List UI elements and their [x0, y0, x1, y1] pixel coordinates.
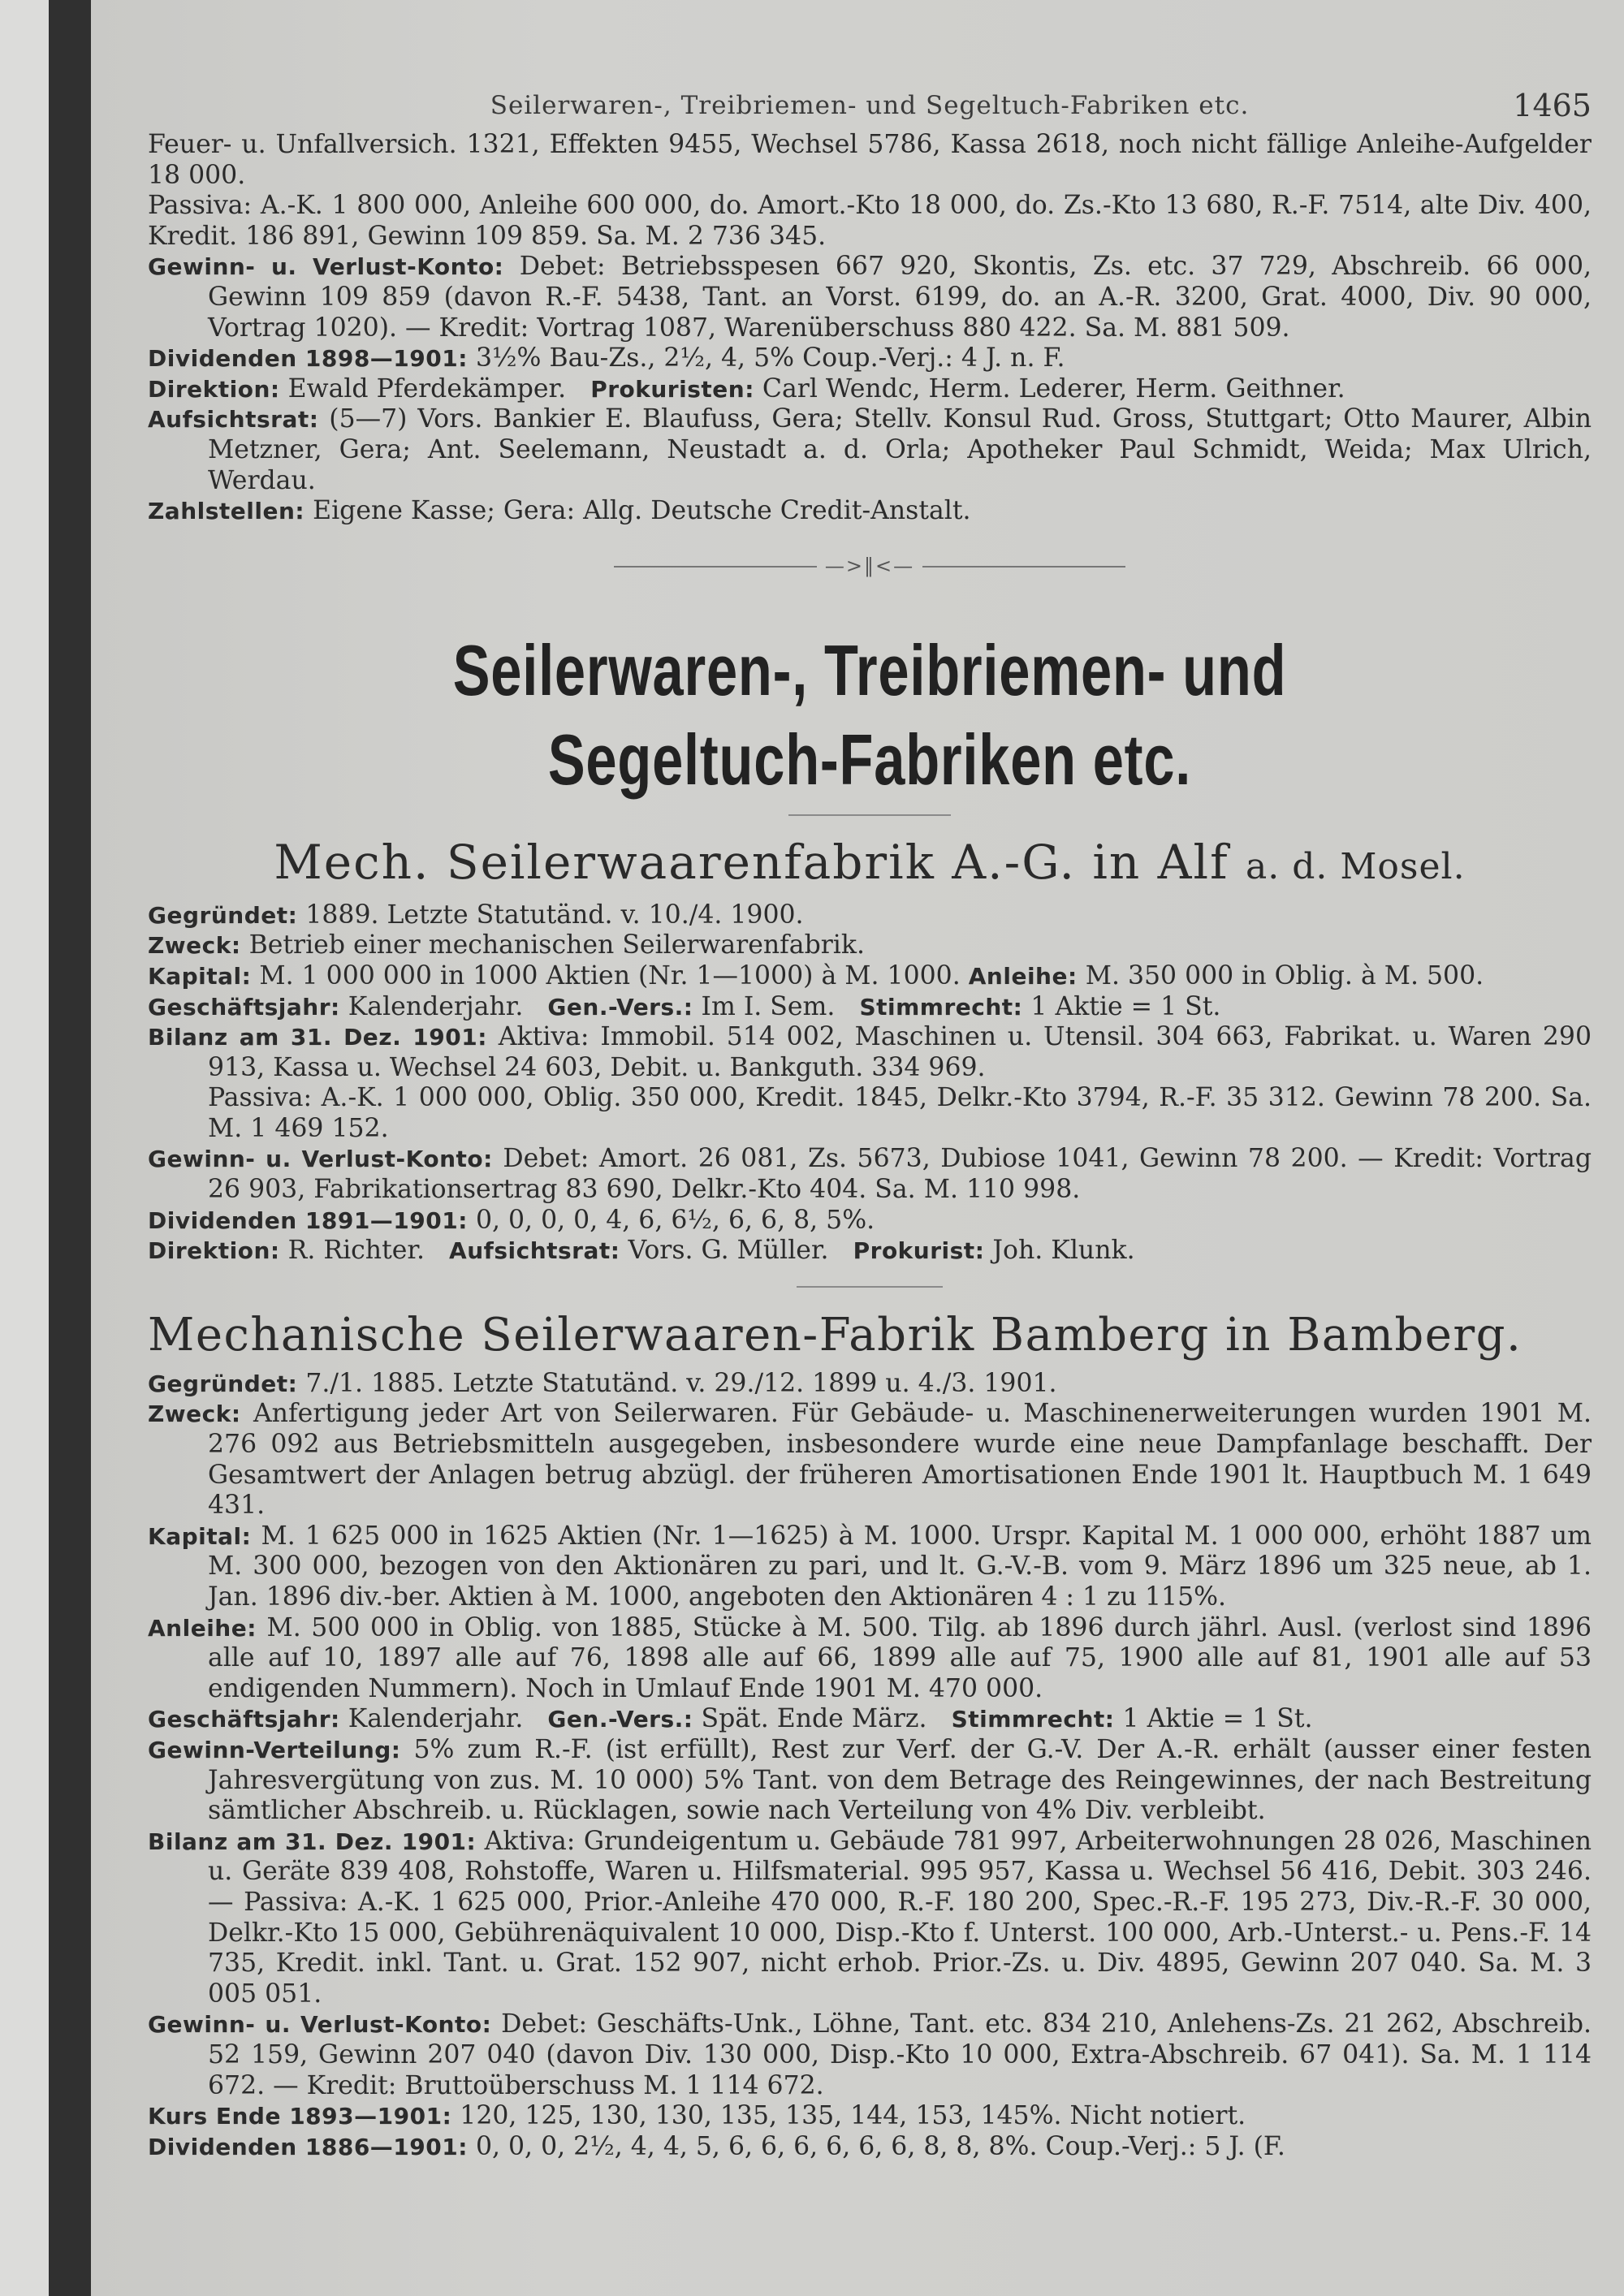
prev-dir-text: Ewald Pferdekämper.	[287, 373, 567, 404]
alf-balance-label: Bilanz am 31. Dez. 1901:	[148, 1024, 487, 1051]
alf-capital-text: M. 1 000 000 in 1000 Aktien (Nr. 1—1000) à M. 1000.	[259, 960, 961, 990]
bamberg-meeting-label: Gen.-Vers.:	[547, 1706, 693, 1733]
prev-div-text: 3½% Bau-Zs., 2½, 4, 5% Coup.-Verj.: 4 J. n. F.	[475, 343, 1065, 373]
divider-ornament: —>‖<—	[824, 554, 915, 577]
bamberg-guv	[148, 2009, 1592, 2101]
entry-alf	[148, 832, 1592, 1267]
bamberg-kurs-label: Kurs Ende 1893—1901:	[148, 2103, 452, 2130]
alf-guv	[148, 1144, 1592, 1205]
entry-separator	[797, 1286, 943, 1288]
alf-loan-text: M. 350 000 in Oblig. à M. 500.	[1085, 960, 1484, 990]
prev-direction	[148, 374, 1592, 405]
bamberg-quote	[148, 2101, 1592, 2132]
prev-board	[148, 404, 1592, 496]
bamberg-founded-label: Gegründet:	[148, 1370, 298, 1397]
bamberg-purpose	[148, 1399, 1592, 1521]
prev-zahl-label: Zahlstellen:	[148, 498, 305, 525]
alf-purpose-label: Zweck:	[148, 932, 241, 960]
bamberg-balance	[148, 1827, 1592, 2010]
alf-ar-label: Aufsichtsrat:	[449, 1237, 620, 1265]
bamberg-loan-text: M. 500 000 in Oblig. von 1885, Stücke à M. 500. Tilg. ab 1896 durch jährl. Ausl. (verlost sind 1896 alle auf 10, 1897 alle auf 76, 1898 alle auf 66, 1899 alle auf 75, 1900 alle auf 81, 1901 alle auf 53 endigenden Nummern). Noch in Umlauf Ende 1901 M. 470 000.	[208, 1612, 1592, 1703]
alf-purpose-text: Betrieb einer mechanischen Seilerwarenfabrik.	[248, 930, 865, 960]
entry-bamberg	[148, 1306, 1592, 2162]
alf-founded-text: 1889. Letzte Statutänd. v. 10./4. 1900.	[305, 900, 804, 930]
prev-prok-label: Prokuristen:	[590, 375, 754, 403]
page-content	[148, 81, 1592, 2162]
bamberg-purpose-label: Zweck:	[148, 1400, 241, 1428]
entry-bamberg-title: Mechanische Seilerwaaren-Fabrik Bamberg in Bamberg.	[148, 1308, 1522, 1362]
prev-dir-label: Direktion:	[148, 375, 280, 403]
bamberg-founded-text: 7./1. 1885. Letzte Statutänd. v. 29./12. 1899 u. 4./3. 1901.	[305, 1368, 1057, 1398]
bamberg-loan	[148, 1613, 1592, 1705]
page-number: 1465	[1513, 88, 1592, 123]
prev-ar-label: Aufsichtsrat:	[148, 406, 319, 434]
alf-fiscal-text: Kalenderjahr.	[348, 991, 524, 1021]
entry-alf-title-suffix: a. d. Mosel.	[1246, 845, 1466, 887]
prev-paying-agents	[148, 496, 1592, 527]
prev-dividends	[148, 343, 1592, 374]
prev-passiva: Passiva: A.-K. 1 800 000, Anleihe 600 000, do. Amort.-Kto 18 000, do. Zs.-Kto 13 680, R.-F. 7514, alte Div. 400, Kredit. 186 891, Gewinn 109 859. Sa. M. 2 736 345.	[148, 191, 1592, 251]
alf-fiscal-label: Geschäftsjahr:	[148, 993, 340, 1021]
prev-zahl-text: Eigene Kasse; Gera: Allg. Deutsche Credit-Anstalt.	[313, 496, 971, 526]
alf-founded-label: Gegründet:	[148, 901, 298, 929]
alf-prok-label: Prokurist:	[853, 1237, 985, 1265]
bamberg-balance-text: Aktiva: Grundeigentum u. Gebäude 781 997, Arbeiterwohnungen 28 026, Maschinen u. Geräte 839 408, Rohstoffe, Waren u. Hilfsmaterial. 995 957, Kassa u. Wechsel 56 416, Debit. 303 246. — Passiva: A.-K. 1 625 000, Prior.-Anleihe 470 000, R.-F. 180 200, Spec.-R.-F. 195 273, Div.-R.-F. 30 000, Delkr.-Kto 15 000, Gebührenäquivalent 10 000, Disp.-Kto f. Unterst. 100 000, Arb.-Unterst.- u. Pens.-F. 14 735, Kredit. inkl. Tant. u. Grat. 152 907, nicht erhob. Prior.-Zs. u. Div. 4895, Gewinn 207 040. Sa. M. 3 005 051.	[208, 1826, 1592, 2009]
bamberg-capital	[148, 1521, 1592, 1613]
prev-ar-text: (5—7) Vors. Bankier E. Blaufuss, Gera; Stellv. Konsul Rud. Gross, Stuttgart; Otto Maurer, Albin Metzner, Gera; Ant. Seelemann, Neustadt a. d. Orla; Apotheker Paul Schmidt, Weida; Max Ulrich, Werdau.	[208, 404, 1592, 495]
bamberg-div-text: 0, 0, 0, 2½, 4, 4, 5, 6, 6, 6, 6, 6, 6, 8, 8, 8%. Coup.-Verj.: 5 J. (F.	[475, 2131, 1285, 2161]
bamberg-purpose-text: Anfertigung jeder Art von Seilerwaren. Für Gebäude- u. Maschinenerweiterungen wurden 1901 M. 276 092 aus Betriebsmitteln ausgegeben, insbesondere wurde eine neue Dampfanlage beschafft. Der Gesamtwert der Anlagen betrug abzügl. der früheren Amortisationen Ende 1901 lt. Hauptbuch M. 1 649 431.	[208, 1399, 1592, 1521]
scan-margin	[0, 0, 49, 2296]
alf-dir-text: R. Richter.	[287, 1236, 425, 1266]
entry-alf-title	[148, 832, 1592, 897]
book-page	[91, 0, 1624, 2296]
alf-capital	[148, 961, 1592, 992]
prev-guv-label: Gewinn- u. Verlust-Konto:	[148, 253, 504, 281]
bamberg-founded	[148, 1369, 1592, 1400]
alf-ar-text: Vors. G. Müller.	[628, 1236, 829, 1266]
prev-aktiva-continuation: Feuer- u. Unfallversich. 1321, Effekten 9455, Wechsel 5786, Kassa 2618, noch nicht fällige Anleihe-Aufgelder 18 000.	[148, 130, 1592, 190]
alf-purpose	[148, 930, 1592, 961]
running-head	[148, 81, 1592, 130]
alf-founded	[148, 900, 1592, 931]
prev-div-label: Dividenden 1898—1901:	[148, 345, 468, 373]
book-binding-shadow	[49, 0, 91, 2296]
bamberg-profit-distribution	[148, 1735, 1592, 1827]
bamberg-gewv-text: 5% zum R.-F. (ist erfüllt), Rest zur Verf. der G.-V. Der A.-R. erhält (ausser einer festen Jahresvergütung von zus. M. 10 000) 5% Tant. von dem Betrage des Reingewinnes, der nach Bestreitung sämtlicher Abschreib. u. Rücklagen, sowie nach Verteilung von 4% Div. verbleibt.	[208, 1734, 1592, 1826]
section-rule	[788, 814, 951, 816]
bamberg-vote-text: 1 Aktie = 1 St.	[1122, 1704, 1313, 1734]
bamberg-guv-text: Debet: Geschäfts-Unk., Löhne, Tant. etc. 834 210, Anlehens-Zs. 21 262, Abschreib. 52 159, Gewinn 207 040 (davon Div. 130 000, Disp.-Kto 10 000, Extra-Abschreib. 67 041). Sa. M. 1 114 672. — Kredit: Bruttoüberschuss M. 1 114 672.	[208, 2009, 1592, 2100]
previous-entry	[148, 130, 1592, 527]
alf-balance-text: Aktiva: Immobil. 514 002, Maschinen u. Utensil. 304 663, Fabrikat. u. Waren 290 913, Kassa u. Wechsel 24 603, Debit. u. Bankguth. 334 969.	[208, 1022, 1592, 1082]
alf-guv-label: Gewinn- u. Verlust-Konto:	[148, 1146, 493, 1173]
bamberg-guv-label: Gewinn- u. Verlust-Konto:	[148, 2011, 492, 2039]
alf-div-label: Dividenden 1891—1901:	[148, 1206, 468, 1234]
running-head-title: Seilerwaren-, Treibriemen- und Segeltuch-Fabriken etc.	[490, 91, 1250, 120]
bamberg-balance-label: Bilanz am 31. Dez. 1901:	[148, 1828, 477, 1855]
bamberg-fiscal-text: Kalenderjahr.	[348, 1704, 524, 1734]
bamberg-loan-label: Anleihe:	[148, 1614, 257, 1642]
prev-prok-text: Carl Wendc, Herm. Lederer, Herm. Geithner.	[762, 373, 1345, 404]
bamberg-fiscal-label: Geschäftsjahr:	[148, 1706, 340, 1733]
prev-guv	[148, 252, 1592, 343]
alf-fiscal	[148, 992, 1592, 1023]
alf-dir-label: Direktion:	[148, 1237, 280, 1265]
alf-passiva: Passiva: A.-K. 1 000 000, Oblig. 350 000, Kredit. 1845, Delkr.-Kto 3794, R.-F. 35 312. Gewinn 78 200. Sa. M. 1 469 152.	[208, 1083, 1592, 1143]
alf-vote-text: 1 Aktie = 1 St.	[1030, 991, 1221, 1021]
alf-meeting-text: Im I. Sem.	[701, 991, 836, 1021]
prev-guv-text: Debet: Betriebsspesen 667 920, Skontis, Zs. etc. 37 729, Abschreib. 66 000, Gewinn 109 859 (davon R.-F. 5438, Tant. an Vorst. 6199, do. an A.-R. 3200, Grat. 4000, Div. 90 000, Vortrag 1020). — Kredit: Vortrag 1087, Warenüberschuss 880 422. Sa. M. 881 509.	[208, 252, 1592, 343]
bamberg-vote-label: Stimmrecht:	[951, 1706, 1115, 1733]
alf-direction	[148, 1236, 1592, 1267]
ornamental-divider	[148, 555, 1592, 577]
alf-div-text: 0, 0, 0, 0, 4, 6, 6½, 6, 6, 8, 5%.	[475, 1205, 875, 1235]
alf-dividends	[148, 1206, 1592, 1236]
alf-vote-label: Stimmrecht:	[859, 993, 1023, 1021]
bamberg-fiscal	[148, 1704, 1592, 1735]
section-title: Seilerwaren-, Treibriemen- und Segeltuch-Fabriken etc.	[452, 629, 1287, 800]
alf-loan-label: Anleihe:	[968, 962, 1078, 990]
entry-alf-title-main: Mech. Seilerwaarenfabrik A.-G. in Alf	[274, 834, 1229, 890]
alf-meeting-label: Gen.-Vers.:	[547, 993, 693, 1021]
bamberg-dividends	[148, 2132, 1592, 2163]
bamberg-capital-text: M. 1 625 000 in 1625 Aktien (Nr. 1—1625) à M. 1000. Urspr. Kapital M. 1 000 000, erhöht 1887 um M. 300 000, bezogen von den Aktionären zu pari, und lt. G.-V.-B. vom 9. März 1896 um 325 neue, ab 1. Jan. 1896 div.-ber. Aktien à M. 1000, angeboten den Aktionären 4 : 1 zu 115%.	[208, 1521, 1592, 1612]
bamberg-kurs-text: 120, 125, 130, 130, 135, 135, 144, 153, 145%. Nicht notiert.	[460, 2101, 1246, 2131]
bamberg-meeting-text: Spät. Ende März.	[701, 1704, 927, 1734]
bamberg-capital-label: Kapital:	[148, 1522, 252, 1550]
alf-capital-label: Kapital:	[148, 962, 252, 990]
bamberg-div-label: Dividenden 1886—1901:	[148, 2133, 468, 2160]
alf-guv-text: Debet: Amort. 26 081, Zs. 5673, Dubiose 1041, Gewinn 78 200. — Kredit: Vortrag 26 903, Fabrikationsertrag 83 690, Delkr.-Kto 404. Sa. M. 110 998.	[208, 1144, 1592, 1205]
alf-prok-text: Joh. Klunk.	[992, 1236, 1135, 1266]
alf-balance	[148, 1022, 1592, 1083]
bamberg-gewv-label: Gewinn-Verteilung:	[148, 1736, 401, 1763]
